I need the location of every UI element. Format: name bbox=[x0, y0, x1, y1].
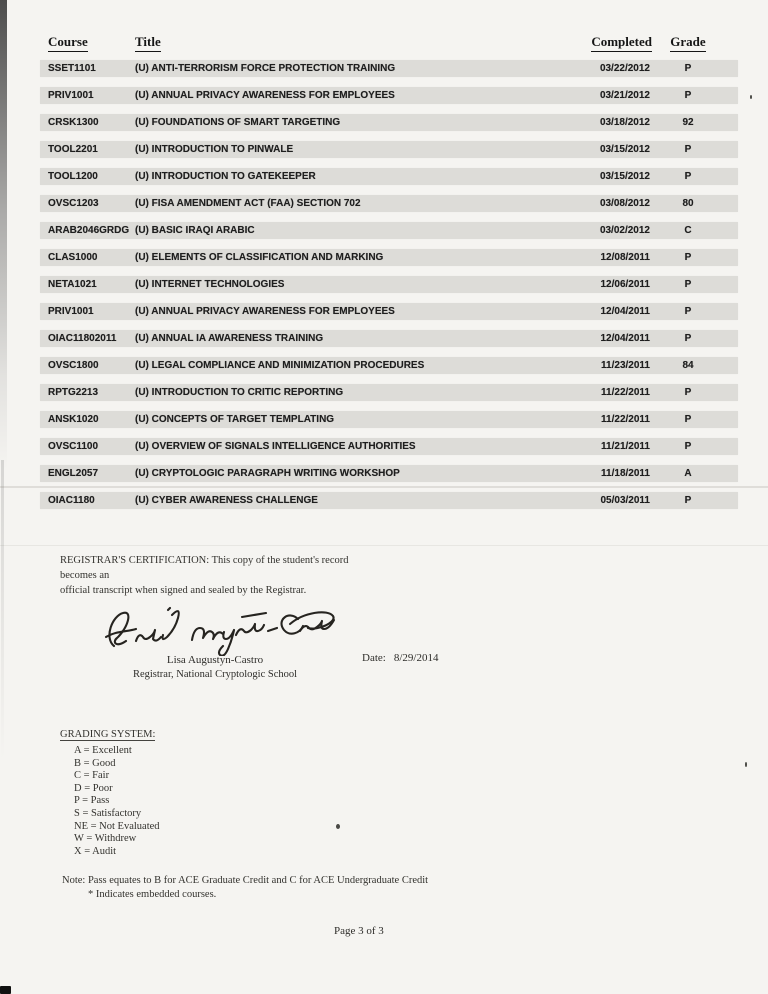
table-row bbox=[40, 168, 738, 185]
course-code-cell: OVSC1800 bbox=[48, 360, 99, 371]
scan-mark-bottom-left bbox=[0, 986, 11, 994]
grade-cell: P bbox=[684, 441, 692, 452]
grade-cell: P bbox=[684, 414, 692, 425]
course-title-cell: (U) ANNUAL PRIVACY AWARENESS FOR EMPLOYEES bbox=[135, 90, 395, 101]
table-row bbox=[40, 222, 738, 239]
grade-cell: P bbox=[684, 90, 692, 101]
grading-item: W = Withdrew bbox=[74, 833, 137, 845]
course-code-cell: CRSK1300 bbox=[48, 117, 99, 128]
course-code-cell: RPTG2213 bbox=[48, 387, 99, 398]
grading-item: A = Excellent bbox=[74, 745, 132, 756]
grade-cell: P bbox=[684, 387, 692, 398]
course-title-cell: (U) ELEMENTS OF CLASSIFICATION AND MARKING bbox=[135, 252, 384, 263]
course-title-cell: (U) ANTI-TERRORISM FORCE PROTECTION TRAINING bbox=[135, 63, 396, 74]
table-row bbox=[40, 60, 738, 77]
grade-cell: P bbox=[684, 333, 692, 344]
scan-speck bbox=[336, 824, 340, 829]
course-title-cell: (U) INTERNET TECHNOLOGIES bbox=[135, 279, 285, 290]
registrar-name: Lisa Augustyn-Castro bbox=[166, 654, 264, 666]
course-code-cell: CLAS1000 bbox=[48, 252, 98, 263]
column-header-title: Title bbox=[135, 34, 568, 52]
column-header-completed: Completed bbox=[568, 34, 656, 52]
completed-date-cell: 05/03/2011 bbox=[600, 495, 650, 506]
course-code-cell: OIAC11802011 bbox=[48, 333, 117, 344]
grading-system-list bbox=[74, 745, 160, 858]
table-row bbox=[40, 141, 738, 158]
course-table-body bbox=[40, 60, 738, 509]
course-code-cell: ENGL2057 bbox=[48, 468, 99, 479]
grading-item: D = Poor bbox=[74, 782, 113, 794]
embedded-courses-note: * Indicates embedded courses. bbox=[88, 889, 217, 900]
scan-edge-artifact-left-lower bbox=[1, 460, 4, 760]
course-title-cell: (U) ANNUAL PRIVACY AWARENESS FOR EMPLOYEES bbox=[135, 306, 395, 317]
grading-item: B = Good bbox=[74, 757, 116, 769]
grade-cell: P bbox=[684, 144, 692, 155]
completed-date-cell: 11/21/2011 bbox=[601, 441, 650, 452]
certification-line-1: REGISTRAR'S CERTIFICATION: This copy of the student's record becomes an bbox=[60, 555, 349, 581]
grading-item: S = Satisfactory bbox=[74, 807, 142, 819]
completed-date-cell: 03/22/2012 bbox=[599, 63, 650, 74]
grade-cell: P bbox=[684, 306, 692, 317]
course-title-cell: (U) FISA AMENDMENT ACT (FAA) SECTION 702 bbox=[135, 198, 361, 209]
table-row bbox=[40, 276, 738, 293]
course-table-header bbox=[40, 34, 738, 52]
table-row bbox=[40, 357, 738, 374]
course-table bbox=[40, 34, 738, 519]
registrar-signature bbox=[102, 604, 340, 656]
completed-date-cell: 03/18/2012 bbox=[599, 117, 650, 128]
signature-date bbox=[362, 652, 438, 664]
column-header-course: Course bbox=[40, 34, 135, 52]
grade-cell: A bbox=[684, 468, 692, 479]
table-row bbox=[40, 492, 738, 509]
date-label: Date: bbox=[362, 652, 386, 664]
grading-item: P = Pass bbox=[74, 795, 110, 807]
table-row bbox=[40, 87, 738, 104]
course-title-cell: (U) OVERVIEW OF SIGNALS INTELLIGENCE AUTHORITIES bbox=[135, 441, 416, 452]
completed-date-cell: 11/18/2011 bbox=[601, 468, 650, 479]
grade-cell: P bbox=[684, 252, 692, 263]
table-row bbox=[40, 303, 738, 320]
grade-cell: P bbox=[684, 495, 692, 506]
course-code-cell: PRIV1001 bbox=[48, 90, 94, 101]
date-value: 8/29/2014 bbox=[393, 652, 439, 664]
course-code-cell: ANSK1020 bbox=[48, 414, 99, 425]
table-row bbox=[40, 384, 738, 401]
table-row bbox=[40, 249, 738, 266]
grading-item: X = Audit bbox=[74, 845, 117, 857]
grade-cell: P bbox=[684, 171, 692, 182]
grade-cell: 84 bbox=[682, 360, 694, 371]
completed-date-cell: 03/15/2012 bbox=[599, 171, 650, 182]
course-title-cell: (U) INTRODUCTION TO PINWALE bbox=[135, 144, 294, 155]
certification-line-2: official transcript when signed and sealed by the Registrar. bbox=[60, 585, 307, 596]
completed-date-cell: 03/15/2012 bbox=[599, 144, 650, 155]
completed-date-cell: 11/23/2011 bbox=[601, 360, 650, 371]
table-row bbox=[40, 411, 738, 428]
course-title-cell: (U) INTRODUCTION TO GATEKEEPER bbox=[135, 171, 316, 182]
grade-cell: P bbox=[684, 279, 692, 290]
course-code-cell: SSET1101 bbox=[48, 63, 96, 74]
grading-system-heading: GRADING SYSTEM: bbox=[60, 729, 156, 740]
grade-cell: 92 bbox=[682, 117, 694, 128]
completed-date-cell: 12/08/2011 bbox=[600, 252, 650, 263]
page-number: Page 3 of 3 bbox=[334, 925, 384, 937]
grading-item: C = Fair bbox=[74, 770, 110, 782]
course-code-cell: TOOL1200 bbox=[48, 171, 98, 182]
grading-system bbox=[60, 729, 160, 858]
course-code-cell: NETA1021 bbox=[48, 279, 97, 290]
course-code-cell: OVSC1203 bbox=[48, 198, 99, 209]
course-title-cell: (U) CONCEPTS OF TARGET TEMPLATING bbox=[135, 414, 335, 425]
course-code-cell: TOOL2201 bbox=[48, 144, 98, 155]
course-title-cell: (U) ANNUAL IA AWARENESS TRAINING bbox=[135, 333, 324, 344]
completed-date-cell: 11/22/2011 bbox=[601, 414, 650, 425]
course-title-cell: (U) BASIC IRAQI ARABIC bbox=[135, 225, 255, 236]
grading-item: NE = Not Evaluated bbox=[74, 820, 160, 832]
column-header-grade: Grade bbox=[656, 34, 720, 52]
course-code-cell: OVSC1100 bbox=[48, 441, 99, 452]
table-row bbox=[40, 438, 738, 455]
course-code-cell: ARAB2046GRDG bbox=[48, 225, 130, 236]
course-code-cell: PRIV1001 bbox=[48, 306, 94, 317]
completed-date-cell: 03/08/2012 bbox=[599, 198, 650, 209]
course-title-cell: (U) INTRODUCTION TO CRITIC REPORTING bbox=[135, 387, 344, 398]
grade-cell: P bbox=[684, 63, 692, 74]
course-title-cell: (U) CYBER AWARENESS CHALLENGE bbox=[135, 495, 318, 506]
course-title-cell: (U) LEGAL COMPLIANCE AND MINIMIZATION PROCEDURES bbox=[135, 360, 425, 371]
completed-date-cell: 12/04/2011 bbox=[600, 333, 650, 344]
grade-cell: 80 bbox=[682, 198, 694, 209]
scan-edge-artifact-left bbox=[0, 0, 7, 470]
scan-speck bbox=[750, 95, 752, 99]
table-row bbox=[40, 114, 738, 131]
completed-date-cell: 12/06/2011 bbox=[600, 279, 650, 290]
registrar-title: Registrar, National Cryptologic School bbox=[132, 669, 298, 680]
completed-date-cell: 11/22/2011 bbox=[601, 387, 650, 398]
course-title-cell: (U) CRYPTOLOGIC PARAGRAPH WRITING WORKSHOP bbox=[135, 468, 400, 479]
completed-date-cell: 03/02/2012 bbox=[599, 225, 650, 236]
completed-date-cell: 03/21/2012 bbox=[599, 90, 650, 101]
paper-crease-lower bbox=[0, 545, 768, 546]
table-row bbox=[40, 330, 738, 347]
course-code-cell: OIAC1180 bbox=[48, 495, 95, 506]
ace-credit-note: Note: Pass equates to B for ACE Graduate Credit and C for ACE Undergraduate Credit bbox=[62, 875, 429, 886]
table-row bbox=[40, 195, 738, 212]
registrar-certification bbox=[60, 553, 360, 598]
table-row bbox=[40, 465, 738, 482]
course-title-cell: (U) FOUNDATIONS OF SMART TARGETING bbox=[135, 117, 341, 128]
completed-date-cell: 12/04/2011 bbox=[600, 306, 650, 317]
grade-cell: C bbox=[684, 225, 692, 236]
scan-speck bbox=[745, 762, 747, 767]
